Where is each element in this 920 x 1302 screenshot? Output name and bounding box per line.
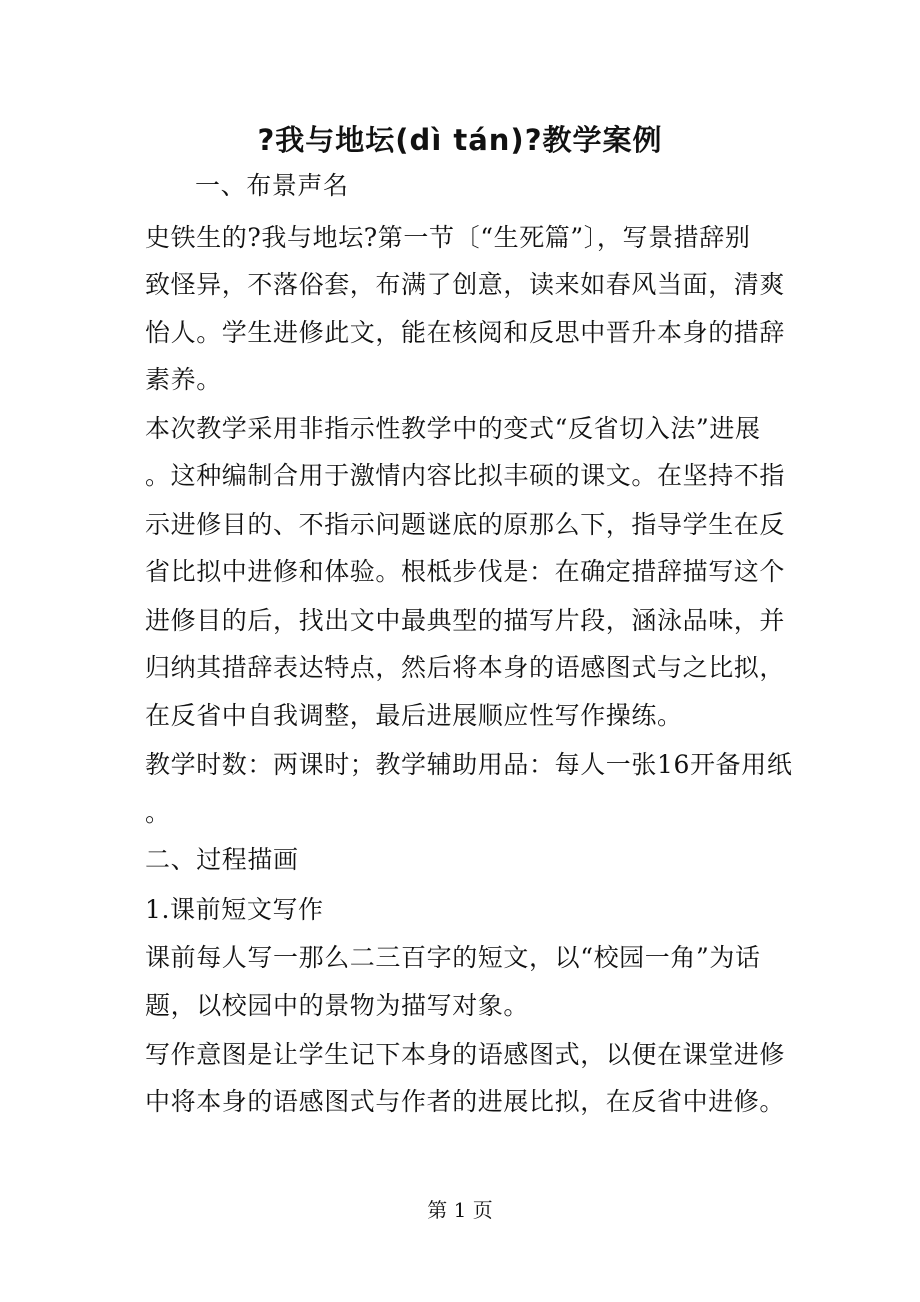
section-heading: 二、过程描画 xyxy=(145,845,299,874)
text-line: 怡人。学生进修此文，能在核阅和反思中晋升本身的措辞 xyxy=(145,318,786,347)
text-line: 素养。 xyxy=(145,365,222,394)
text-line: 1.课前短文写作 xyxy=(145,895,324,924)
text-line: 课前每人写一那么二三百字的短文，以“校园一角”为话 xyxy=(145,943,761,972)
section-heading: 一、布景声名 xyxy=(195,171,349,200)
text-line: 教学时数：两课时；教学辅助用品：每人一张16开备用纸 xyxy=(145,750,793,779)
text-line: 进修目的后，找出文中最典型的描写片段，涵泳品味，并 xyxy=(145,606,786,635)
text-line: 示进修目的、不指示问题谜底的原那么下，指导学生在反 xyxy=(145,510,786,539)
text-line: 致怪异，不落俗套，布满了创意，读来如春风当面，清爽 xyxy=(145,270,786,299)
text-line: 。 xyxy=(145,798,171,827)
document-title: ?我与地坛(dì tán)?教学案例 xyxy=(257,123,663,157)
text-line: 题，以校园中的景物为描写对象。 xyxy=(145,991,530,1020)
text-line: 归纳其措辞表达特点，然后将本身的语感图式与之比拟， xyxy=(145,653,786,682)
text-line: 写作意图是让学生记下本身的语感图式，以便在课堂进修 xyxy=(145,1040,786,1069)
text-line: 省比拟中进修和体验。根柢步伐是：在确定措辞描写这个 xyxy=(145,557,786,586)
text-line: 在反省中自我调整，最后进展顺应性写作操练。 xyxy=(145,701,683,730)
text-line: 本次教学采用非指示性教学中的变式“反省切入法”进展 xyxy=(145,414,761,443)
text-line: 史铁生的?我与地坛?第一节〔“生死篇”〕，写景措辞别 xyxy=(145,223,751,252)
text-line: 。这种编制合用于激情内容比拟丰硕的课文。在坚持不指 xyxy=(145,461,786,490)
text-line: 中将本身的语感图式与作者的进展比拟，在反省中进修。 xyxy=(145,1087,786,1116)
page-number: 第 1 页 xyxy=(427,1198,493,1222)
